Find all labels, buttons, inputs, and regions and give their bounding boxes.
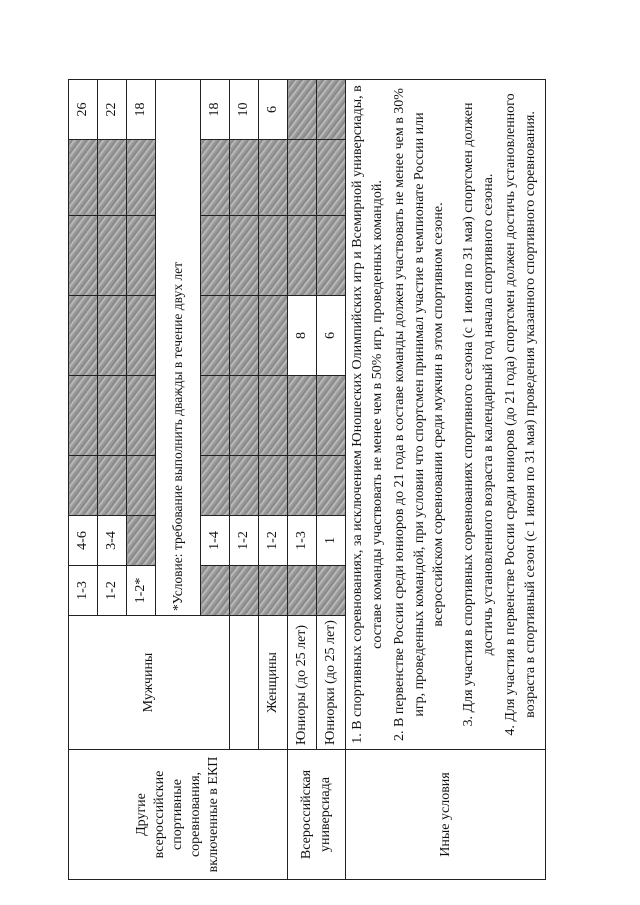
- cell: 8: [288, 295, 317, 375]
- shaded-cell: [201, 565, 230, 615]
- table-row: [69, 79, 98, 879]
- cell: 22: [98, 79, 127, 139]
- shaded-cell: [259, 455, 288, 515]
- cell: 1-2: [230, 515, 259, 565]
- women-label-cell: Женщины: [259, 615, 288, 749]
- shaded-cell: [127, 375, 156, 455]
- shaded-cell: [69, 215, 98, 295]
- shaded-cell: [201, 375, 230, 455]
- shaded-cell: [288, 565, 317, 615]
- note-item: 2. В первенстве России среди юниоров до 21 года в составе команды должен участвовать не менее чем в 30% игр, проведенных командой, при условии что спортсмен принимал участие в чемпионате России или всероссийском соревновании среди мужчин в этом спортивном сезоне.: [392, 88, 447, 741]
- shaded-cell: [230, 375, 259, 455]
- shaded-cell: [317, 139, 346, 215]
- cell: 18: [201, 79, 230, 139]
- shaded-cell: [259, 375, 288, 455]
- cell: 1-3: [69, 565, 98, 615]
- cell: 10: [230, 79, 259, 139]
- shaded-cell: [317, 565, 346, 615]
- shaded-cell: [201, 295, 230, 375]
- shaded-cell: [69, 455, 98, 515]
- requirements-table-wrap: [0, 80, 640, 880]
- shaded-cell: [98, 375, 127, 455]
- cell: 6: [259, 79, 288, 139]
- shaded-cell: [230, 295, 259, 375]
- note-item: 4. Для участия в первенстве России среди юниоров (до 21 года) спортсмен должен достичь установленного возраста в спортивный сезон (с 1 июня по 31 мая) проведения указанного спортивного соревнования.: [503, 93, 538, 736]
- shaded-cell: [230, 565, 259, 615]
- shaded-cell: [259, 295, 288, 375]
- shaded-cell: [69, 139, 98, 215]
- shaded-cell: [201, 139, 230, 215]
- cell: 3-4: [98, 515, 127, 565]
- shaded-cell: [127, 139, 156, 215]
- blank-label-cell: [230, 615, 259, 749]
- shaded-cell: [127, 215, 156, 295]
- shaded-cell: [127, 515, 156, 565]
- cell: 1-2*: [127, 565, 156, 615]
- shaded-cell: [230, 455, 259, 515]
- shaded-cell: [98, 215, 127, 295]
- note-item: 3. Для участия в спортивных соревнованиях спортивного сезона (с 1 июня по 31 мая) спортсмен должен достичь установленного возраста в календарный год начала спортивного сезона.: [460, 102, 496, 727]
- shaded-cell: [98, 139, 127, 215]
- cell: 1-2: [259, 515, 288, 565]
- shaded-cell: [201, 455, 230, 515]
- shaded-cell: [69, 375, 98, 455]
- shaded-cell: [259, 215, 288, 295]
- shaded-cell: [230, 215, 259, 295]
- shaded-cell: [288, 139, 317, 215]
- cell: 1-3: [288, 515, 317, 565]
- shaded-cell: [259, 565, 288, 615]
- shaded-cell: [69, 295, 98, 375]
- shaded-cell: [98, 295, 127, 375]
- juniors-women-cell: Юниорки (до 25 лет): [317, 615, 346, 749]
- cell: 1: [317, 515, 346, 565]
- shaded-cell: [317, 215, 346, 295]
- cell: 6: [317, 295, 346, 375]
- cell: 1-4: [201, 515, 230, 565]
- table-row: [288, 79, 317, 879]
- table-row: [346, 79, 546, 879]
- juniors-men-cell: Юниоры (до 25 лет): [288, 615, 317, 749]
- shaded-cell: [288, 455, 317, 515]
- notes-cell: [346, 79, 546, 749]
- shaded-cell: [317, 375, 346, 455]
- cell: 1-2: [98, 565, 127, 615]
- cell: 26: [69, 79, 98, 139]
- men-label-cell: Мужчины: [69, 615, 230, 749]
- shaded-cell: [259, 139, 288, 215]
- shaded-cell: [317, 79, 346, 139]
- shaded-cell: [288, 375, 317, 455]
- condition-note: *Условие: требование выполнить дважды в течение двух лет: [156, 79, 201, 615]
- shaded-cell: [317, 455, 346, 515]
- shaded-cell: [127, 455, 156, 515]
- shaded-cell: [288, 79, 317, 139]
- cell: 4-6: [69, 515, 98, 565]
- rotated-page: [0, 80, 640, 880]
- cell: 18: [127, 79, 156, 139]
- shaded-cell: [201, 215, 230, 295]
- requirements-table: [68, 79, 546, 880]
- shaded-cell: [230, 139, 259, 215]
- note-item: 1. В спортивных соревнованиях, за исключением Юношеских Олимпийских игр и Всемирной универсиады, в составе команды участвовать не менее чем в 50% игр, проведенных командой.: [350, 85, 385, 744]
- shaded-cell: [127, 295, 156, 375]
- group-universiade-cell: Всероссийская универсиада: [288, 750, 346, 880]
- group-other-cell: Другие всероссийские спортивные соревнования, включенные в ЕКП: [69, 750, 288, 880]
- shaded-cell: [288, 215, 317, 295]
- other-conditions-label: Иные условия: [346, 750, 546, 880]
- shaded-cell: [98, 455, 127, 515]
